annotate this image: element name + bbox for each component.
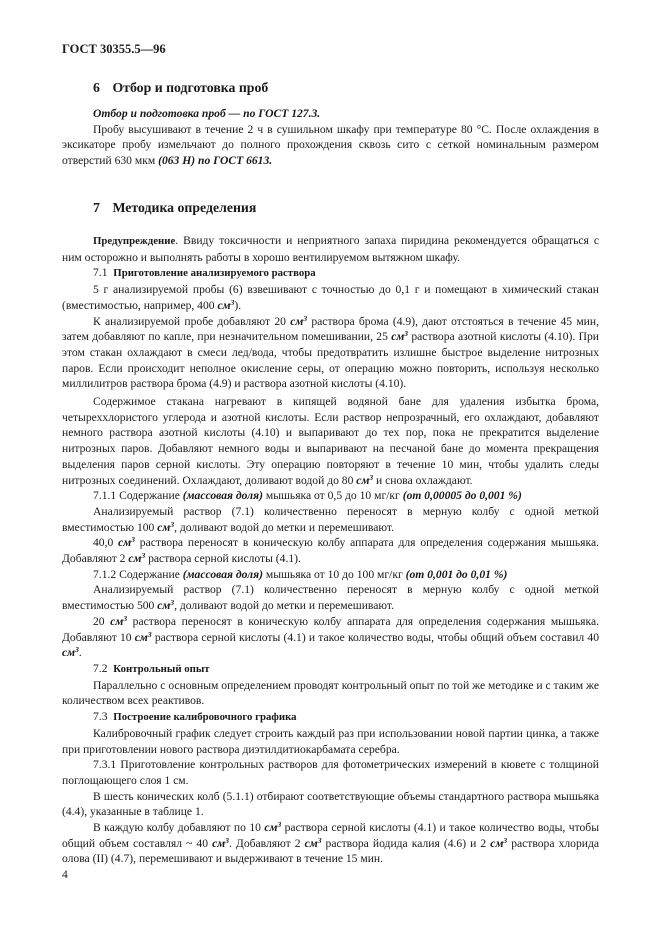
- unit-cm3: $см^3$: [391, 329, 409, 344]
- subsection-7-2-heading: 7.2 Контрольный опыт: [93, 661, 210, 675]
- section-6-title: Отбор и подготовка проб: [112, 80, 269, 95]
- unit-cm3: $см^3$: [134, 629, 152, 644]
- unit-cm3: $см^3$: [110, 613, 128, 628]
- section-7-title: Методика определения: [112, 200, 257, 215]
- unit-cm3: $см^3$: [157, 598, 175, 613]
- unit-cm3: $см^3$: [118, 535, 135, 550]
- paragraph-control-test: Параллельно с основным определением проводят контрольный опыт по той же методике и с таким же количеством всех реактивов.: [62, 678, 599, 708]
- section-7-heading: [93, 200, 256, 216]
- section-6-heading: [93, 80, 268, 96]
- section-7-number: 7: [93, 200, 100, 215]
- unit-cm3: $см^3$: [128, 551, 146, 566]
- subsection-7-1-heading: 7.1 Приготовление анализируемого раствора: [93, 266, 316, 280]
- paragraph-7-3-1: 7.3.1 Приготовление контрольных растворов для фотометрических измерений в кювете с толщиной поглощающего слоя 1 см.: [62, 758, 599, 787]
- warning-label: Предупреждение: [93, 235, 176, 247]
- page-number: 4: [62, 868, 68, 881]
- paragraph-bromine-addition: К анализируемой пробе добавляют 20 $см^3$ раствора брома (4.9), дают отстояться в течение 45 мин, затем добавляют по капле, при незначительном помешивании, 25 $см^3$ раствора азотной кислоты (4.10). При этом стакан охлаждают в смеси лед/вода, чтобы предотвратить излишне быстрое выделение нитрозных паров. Если происходит неполное окисление серы, от операцию можно повторить, используя несколько миллилитров раствора брома (4.9) и раствора азотной кислоты (4.10).: [62, 313, 599, 391]
- section-6-reference: Отбор и подготовка проб — по ГОСТ 127.3.: [93, 107, 321, 120]
- paragraph-each-flask: В каждую колбу добавляют по 10 $см^3$ раствора серной кислоты (4.1) и такое количество воды, чтобы общий объем составлял ~ 40 $см^3$. Добавляют 2 $см^3$ раствора йодида калия (4.6) и 2 $см^3$ раствора хлорида олова (II) (4.7), перемешивают и выдерживают в течение 15 мин.: [62, 820, 599, 866]
- section-7-body: [62, 233, 599, 867]
- unit-cm3: $см^3$: [290, 313, 308, 328]
- unit-cm3: $см^3$: [304, 835, 322, 850]
- unit-cm3: $см^3$: [264, 820, 282, 835]
- subsection-7-3-heading: 7.3 Построение калибровочного графика: [93, 710, 297, 724]
- warning-paragraph: Предупреждение. Ввиду токсичности и неприятного запаха пиридина рекомендуется обращаться с ним осторожно и выполнять работы в хорошо вентилируемом вытяжном шкафу.: [62, 234, 599, 264]
- unit-cm3: $см^3$: [490, 835, 508, 850]
- paragraph-transfer-100: Анализируемый раствор (7.1) количественно переносят в мерную колбу с одной меткой вместимостью 100 $см^3$, доливают водой до метки и перемешивают.: [62, 504, 599, 534]
- paragraph-transfer-500: Анализируемый раствор (7.1) количественно переносят в мерную колбу с одной меткой вместимостью 500 $см^3$, доливают водой до метки и перемешивают.: [62, 583, 599, 613]
- unit-cm3: $см^3$: [62, 645, 79, 660]
- paragraph-calibration: Калибровочный график следует строить каждый раз при использовании новой партии цинка, а также при приготовлении нового раствора диэтилдитиокарбамата серебра.: [62, 726, 599, 756]
- document-code-header: ГОСТ 30355.5—96: [62, 42, 166, 56]
- section-6-number: 6: [93, 80, 100, 95]
- unit-cm3: $см^3$: [157, 519, 175, 534]
- subsection-7-1-1-heading: 7.1.1 Содержание (массовая доля) мышьяка от 0,5 до 10 мг/кг (от 0,00005 до 0,001 %): [93, 489, 522, 503]
- unit-cm3: $см^3$: [212, 835, 229, 850]
- unit-cm3: $см^3$: [356, 472, 374, 487]
- unit-cm3: $см^3$: [217, 297, 235, 312]
- paragraph-six-flasks: В шесть конических колб (5.1.1) отбирают соответствующие объемы стандартного раствора мышьяка (4.4), указанные в таблице 1.: [62, 789, 599, 819]
- paragraph-aliquot-40: 40,0 $см^3$ раствора переносят в коническую колбу аппарата для определения содержания мышьяка. Добавляют 2 $см^3$ раствора серной кислоты (4.1).: [62, 535, 600, 566]
- paragraph-aliquot-20: 20 $см^3$ раствора переносят в коническую колбу аппарата для определения содержания мышьяка. Добавляют 10 $см^3$ раствора серной кислоты (4.1) и такое количество воды, чтобы общий объем составил 40 $см^3$.: [62, 613, 599, 660]
- section-6-paragraph: Пробу высушивают в течение 2 ч в сушильном шкафу при температуре 80 °С. После охлаждения в эксикаторе пробу измельчают до полного прохождения сквозь сито с сеткой номинальным размером отверстий 630 мкм (063 Н) по ГОСТ 6613.: [62, 122, 599, 168]
- subsection-7-1-2-heading: 7.1.2 Содержание (массовая доля) мышьяка от 10 до 100 мг/кг (от 0,001 до 0,01 %): [93, 567, 508, 581]
- paragraph-sample-weighing: 5 г анализируемой пробы (6) взвешивают с точностью до 0,1 г и помещают в химический стакан (вместимостью, например, 400 $см^3$).: [62, 283, 599, 312]
- section-6-body: [62, 106, 599, 169]
- paragraph-heating: Содержимое стакана нагревают в кипящей водяной бане для удаления избытка брома, четыреххлористого углерода и азотной кислоты. Если раствор непрозрачный, его охлаждают, добавляют немного раствора азотной кислоты (4.10) и выпаривают до тех пор, пока не прекратится выделение нитрозных паров. Добавляют немного воды и выпаривают на песчаной бане до момента прекращения выделения паров серной кислоты. Эту операцию повторяют в течение 10 мин, чтобы удалить следы нитрозных соединений. Охлаждают, доливают водой до 80 $см^3$ и снова охлаждают.: [62, 395, 599, 487]
